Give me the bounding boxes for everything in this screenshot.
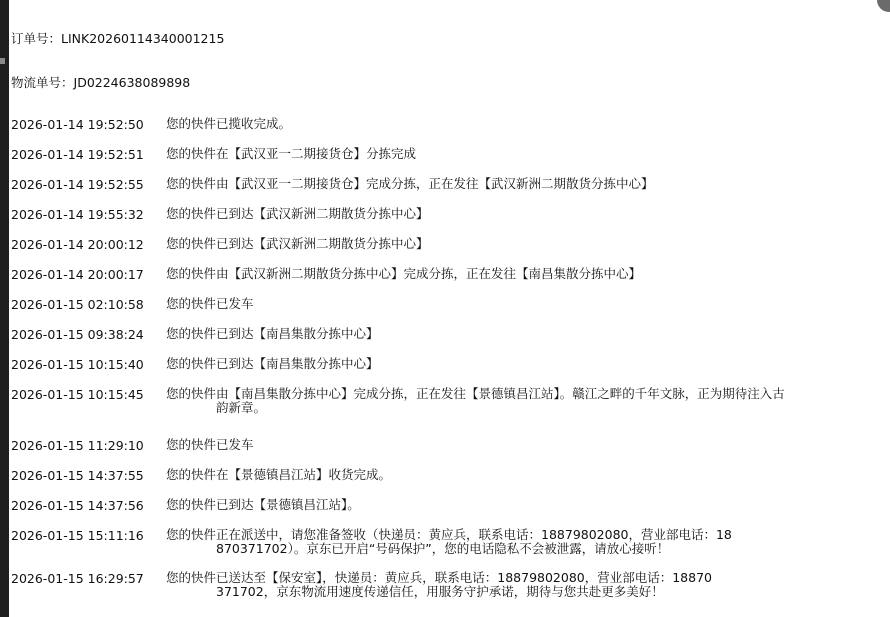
- event-description: [166, 297, 876, 311]
- left-edge-marker: [0, 58, 5, 64]
- left-edge-bar: [0, 0, 9, 617]
- event-description: [166, 237, 876, 251]
- event-description-line: 您的快件由【武汉亚一二期接货仓】完成分拣，正在发往【武汉新洲二期散货分拣中心】: [166, 176, 654, 191]
- event-time: 2026-01-14 19:52:50: [11, 117, 144, 132]
- event-description-line: 您的快件已到达【武汉新洲二期散货分拣中心】: [166, 206, 429, 221]
- tracking-event-row: [11, 438, 881, 453]
- tracking-event-row: [11, 177, 881, 192]
- event-description: [166, 528, 876, 556]
- event-description: [166, 177, 876, 191]
- tracking-event-row: [11, 387, 881, 415]
- event-description-line: 您的快件已到达【南昌集散分拣中心】: [166, 326, 379, 341]
- tracking-event-row: [11, 207, 881, 222]
- order-number-value: LINK20260114340001215: [61, 31, 225, 46]
- tracking-event-row: [11, 147, 881, 162]
- event-time: 2026-01-14 19:52:51: [11, 147, 144, 162]
- waybill-number-value: JD0224638089898: [73, 75, 191, 90]
- event-description-line: 您的快件已到达【武汉新洲二期散货分拣中心】: [166, 236, 429, 251]
- tracking-event-row: [11, 117, 881, 132]
- event-description-line: 您的快件由【武汉新洲二期散货分拣中心】完成分拣，正在发往【南昌集散分拣中心】: [166, 266, 642, 281]
- event-description: [166, 468, 876, 482]
- event-time: 2026-01-14 20:00:12: [11, 237, 144, 252]
- tracking-event-row: [11, 528, 881, 556]
- event-time: 2026-01-15 15:11:16: [11, 528, 144, 543]
- tracking-event-row: [11, 357, 881, 372]
- event-description: [166, 117, 876, 131]
- tracking-event-row: [11, 498, 881, 513]
- corner-button[interactable]: [877, 0, 890, 12]
- event-description: [166, 571, 876, 599]
- event-description: [166, 357, 876, 371]
- event-description: [166, 438, 876, 452]
- event-time: 2026-01-14 20:00:17: [11, 267, 144, 282]
- tracking-event-row: [11, 468, 881, 483]
- event-description: [166, 147, 876, 161]
- event-description-line: 您的快件已到达【南昌集散分拣中心】: [166, 356, 379, 371]
- event-description-continuation: 870371702）。京东已开启“号码保护”，您的电话隐私不会被泄露，请放心接听！: [216, 541, 670, 556]
- event-time: 2026-01-15 10:15:45: [11, 387, 144, 402]
- event-description: [166, 387, 876, 415]
- event-description-line: 您的快件已到达【景德镇昌江站】。: [166, 497, 360, 512]
- event-description-continuation: 371702，京东物流用速度传递信任，用服务守护承诺，期待与您共赴更多美好！: [216, 584, 664, 599]
- event-description: [166, 267, 876, 281]
- event-time: 2026-01-15 14:37:56: [11, 498, 144, 513]
- order-number-label: 订单号：: [11, 31, 62, 46]
- event-description: [166, 207, 876, 221]
- event-time: 2026-01-15 10:15:40: [11, 357, 144, 372]
- event-time: 2026-01-15 11:29:10: [11, 438, 144, 453]
- event-time: 2026-01-14 19:55:32: [11, 207, 144, 222]
- event-description-line: 您的快件已揽收完成。: [166, 116, 292, 131]
- event-description-continuation: 韵新章。: [216, 400, 267, 415]
- event-description-line: 您的快件正在派送中，请您准备签收（快递员：黄应兵，联系电话：18879802080，营业部电话：18: [166, 527, 732, 542]
- event-description-line: 您的快件由【南昌集散分拣中心】完成分拣，正在发往【景德镇昌江站】。赣江之畔的千年文脉，正为期待注入古: [166, 386, 785, 401]
- tracking-event-row: [11, 571, 881, 599]
- event-time: 2026-01-14 19:52:55: [11, 177, 144, 192]
- event-time: 2026-01-15 02:10:58: [11, 297, 144, 312]
- order-number-line: [11, 29, 224, 47]
- event-description-line: 您的快件在【武汉亚一二期接货仓】分拣完成: [166, 146, 417, 161]
- tracking-event-list: [11, 117, 881, 614]
- event-time: 2026-01-15 14:37:55: [11, 468, 144, 483]
- tracking-event-row: [11, 297, 881, 312]
- event-time: 2026-01-15 09:38:24: [11, 327, 144, 342]
- event-description-line: 您的快件已发车: [166, 296, 254, 311]
- event-description-line: 您的快件在【景德镇昌江站】收货完成。: [166, 467, 392, 482]
- event-description: [166, 327, 876, 341]
- tracking-event-row: [11, 237, 881, 252]
- event-description-line: 您的快件已送达至【保安室】，快递员：黄应兵，联系电话：18879802080，营业部电话：18870: [166, 570, 712, 585]
- event-description: [166, 498, 876, 512]
- tracking-event-row: [11, 327, 881, 342]
- waybill-number-label: 物流单号：: [11, 75, 74, 90]
- event-description-line: 您的快件已发车: [166, 437, 254, 452]
- waybill-number-line: [11, 73, 190, 91]
- tracking-event-row: [11, 267, 881, 282]
- event-time: 2026-01-15 16:29:57: [11, 571, 144, 586]
